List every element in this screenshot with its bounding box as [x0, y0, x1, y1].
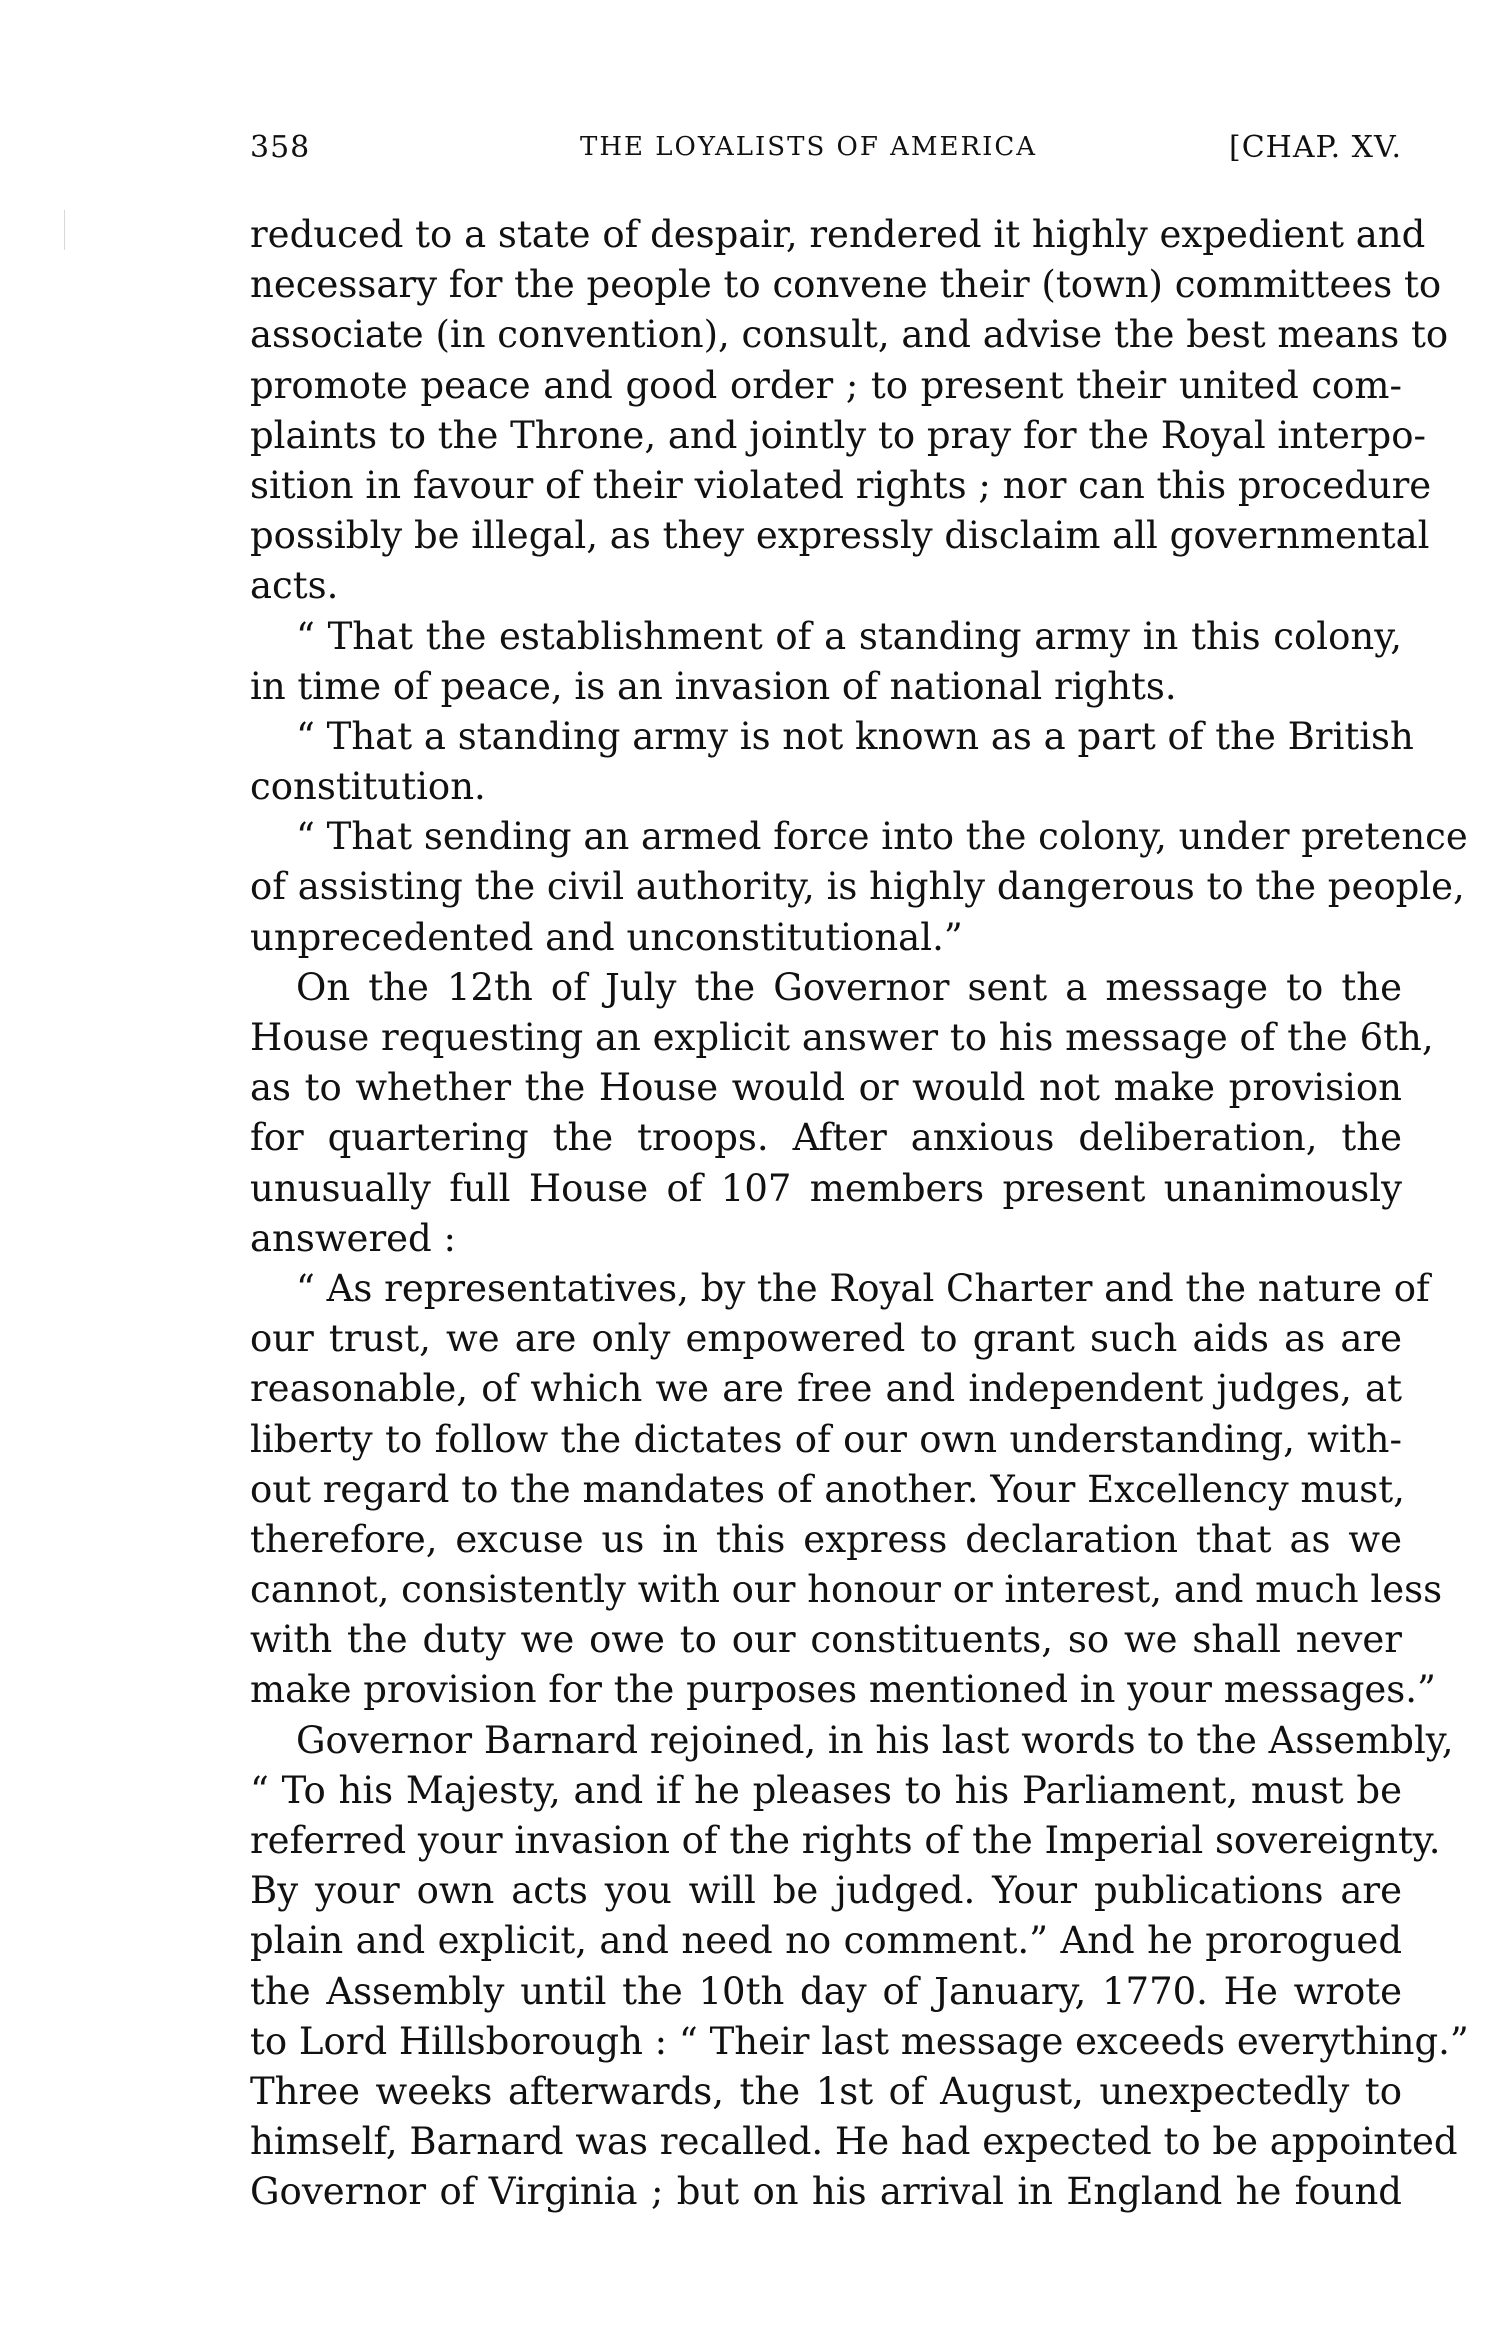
text-line: associate (in convention), consult, and advise the best means to: [250, 313, 1449, 357]
text-line: unprecedented and unconstitutional.”: [250, 915, 963, 959]
text-line: in time of peace, is an invasion of national rights.: [250, 664, 1177, 708]
text-line: necessary for the people to convene their (town) committees to: [250, 263, 1442, 307]
text-line: of assisting the civil authority, is highly dangerous to the people,: [250, 865, 1465, 909]
text-line: our trust, we are only empowered to grant such aids as are: [250, 1317, 1402, 1361]
body-text: [250, 210, 1469, 2218]
text-line: therefore, excuse us in this express declaration that as we: [250, 1517, 1402, 1561]
text-line: for quartering the troops. After anxious deliberation, the: [250, 1116, 1402, 1160]
text-line: House requesting an explicit answer to his message of the 6th,: [250, 1016, 1434, 1059]
text-line: “ That sending an armed force into the colony, under pretence: [296, 815, 1468, 859]
text-line: reduced to a state of despair, rendered it highly expedient and: [250, 213, 1426, 256]
text-line: promote peace and good order ; to present their united com-: [250, 363, 1402, 407]
text-line: possibly be illegal, as they expressly disclaim all governmental: [250, 514, 1430, 558]
text-line: the Assembly until the 10th day of January, 1770. He wrote: [250, 1969, 1402, 2013]
text-line: answered :: [250, 1216, 456, 1260]
text-line: “ That a standing army is not known as a part of the British: [296, 714, 1414, 758]
text-line: as to whether the House would or would not make provision: [250, 1066, 1402, 1110]
text-line: On the 12th of July the Governor sent a message to the: [296, 965, 1402, 1009]
page-number: 358: [250, 130, 311, 165]
text-line: out regard to the mandates of another. Your Excellency must,: [250, 1467, 1405, 1511]
text-line: plaints to the Throne, and jointly to pray for the Royal interpo-: [250, 413, 1426, 457]
chapter-label: [CHAP. XV.: [1229, 130, 1402, 165]
text-line: sition in favour of their violated rights ; nor can this procedure: [250, 463, 1432, 507]
text-line: reasonable, of which we are free and independent judges, at: [250, 1367, 1402, 1411]
text-line: with the duty we owe to our constituents, so we shall never: [250, 1618, 1402, 1662]
text-line: “ As representatives, by the Royal Charter and the nature of: [296, 1266, 1430, 1310]
text-line: “ To his Majesty, and if he pleases to his Parliament, must be: [250, 1768, 1402, 1812]
scan-margin-mark: [64, 210, 65, 250]
text-line: Three weeks afterwards, the 1st of August, unexpectedly to: [250, 2069, 1402, 2113]
text-line: cannot, consistently with our honour or interest, and much less: [250, 1568, 1443, 1612]
running-title: THE LOYALISTS OF AMERICA: [580, 132, 1038, 162]
text-line: By your own acts you will be judged. Your publications are: [250, 1869, 1402, 1913]
text-line: referred your invasion of the rights of the Imperial sovereignty.: [250, 1819, 1441, 1862]
text-line: plain and explicit, and need no comment.” And he prorogued: [250, 1919, 1402, 1963]
text-line: Governor Barnard rejoined, in his last words to the Assembly,: [296, 1718, 1454, 1762]
text-line: to Lord Hillsborough : “ Their last message exceeds everything.”: [250, 2019, 1469, 2063]
text-line: make provision for the purposes mentioned in your messages.”: [250, 1668, 1436, 1712]
text-line: constitution.: [250, 765, 486, 809]
text-line: liberty to follow the dictates of our own understanding, with-: [250, 1417, 1402, 1461]
text-line: Governor of Virginia ; but on his arrival in England he found: [250, 2170, 1402, 2214]
running-header: [250, 130, 1402, 174]
text-line: acts.: [250, 564, 339, 608]
text-line: “ That the establishment of a standing army in this colony,: [296, 614, 1402, 658]
text-line: unusually full House of 107 members present unanimously: [250, 1166, 1402, 1210]
text-line: himself, Barnard was recalled. He had expected to be appointed: [250, 2120, 1458, 2164]
